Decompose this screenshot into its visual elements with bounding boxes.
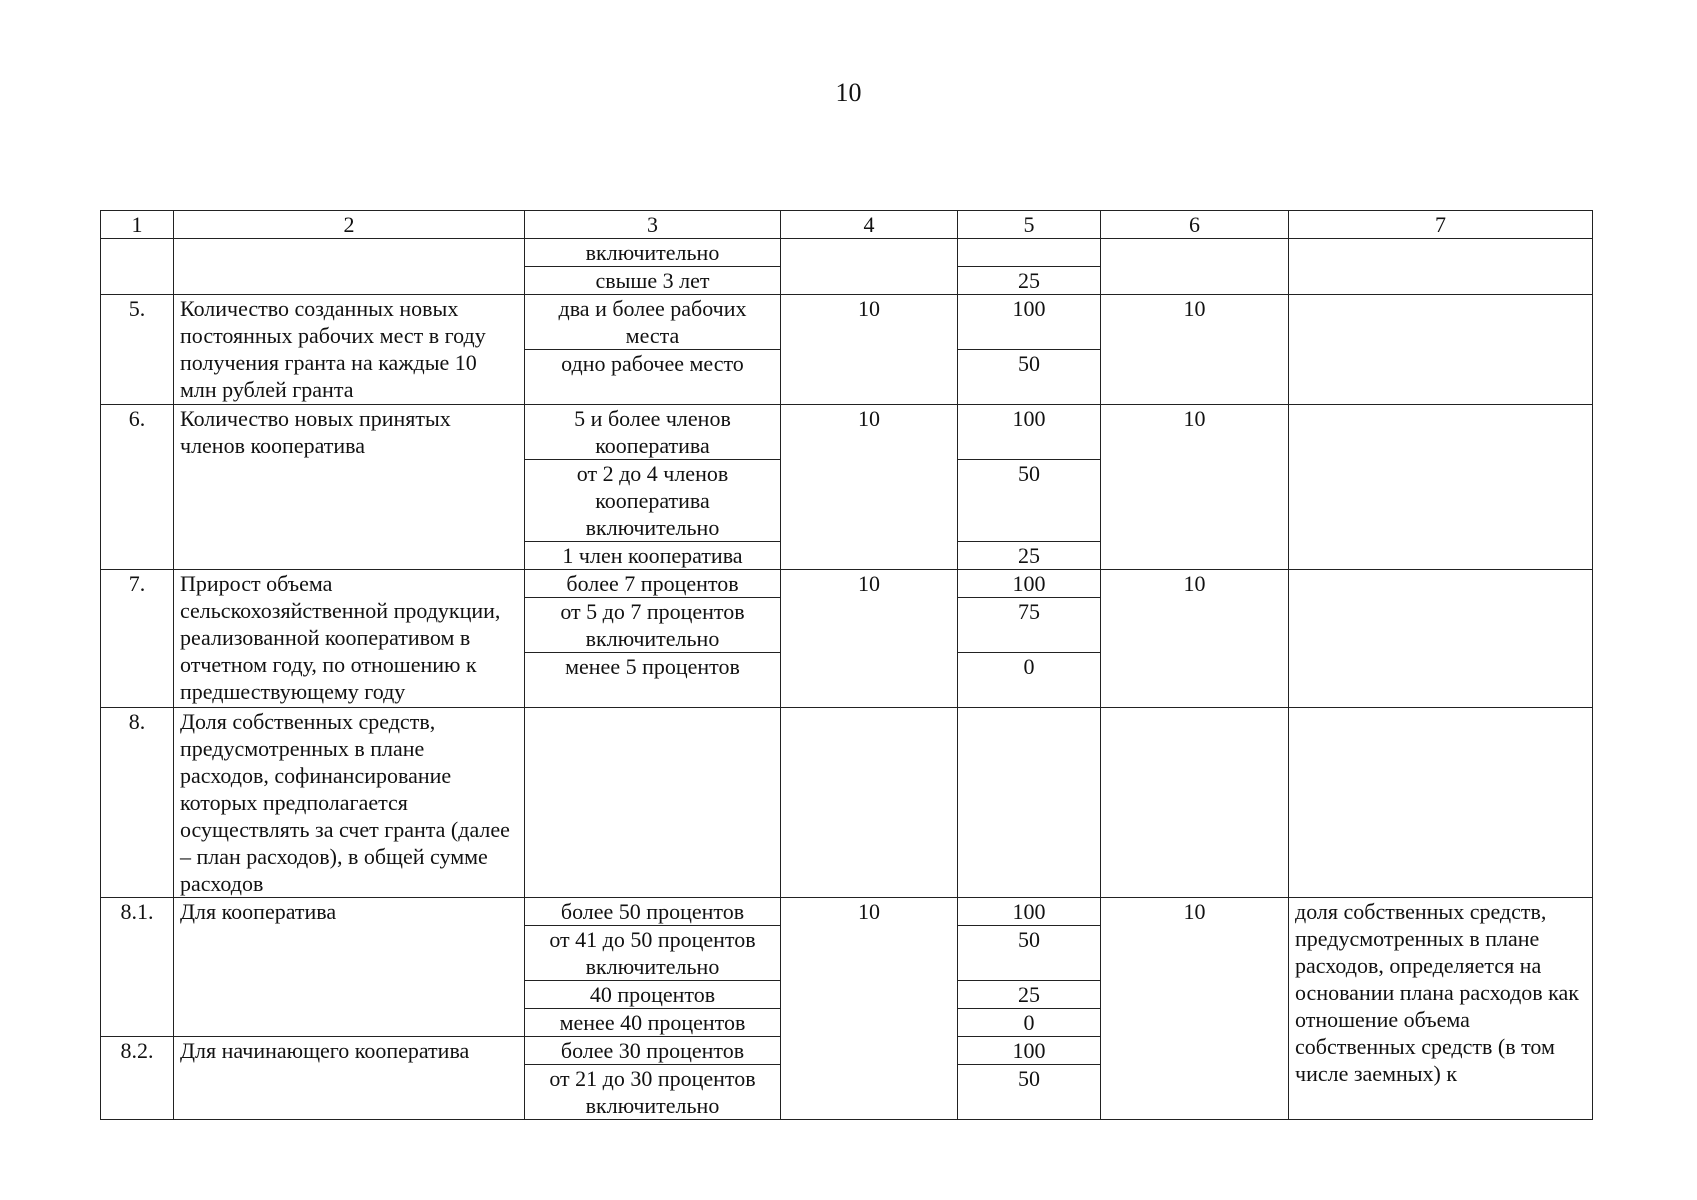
header-cell: 2 <box>174 211 525 239</box>
criterion-name: Прирост объема сельскохозяйственной продукции, реализованной кооперативом в отчетном году, по отношению к предшествующему году <box>174 570 525 708</box>
score-cell: 25 <box>958 542 1101 570</box>
option-cell: более 50 процентов <box>525 898 781 926</box>
score-cell: 0 <box>958 1009 1101 1037</box>
criterion-name: Для кооператива <box>174 898 525 1037</box>
option-cell: от 2 до 4 членов кооператива включительно <box>525 460 781 542</box>
header-cell: 1 <box>101 211 174 239</box>
option-cell: включительно <box>525 239 781 267</box>
option-cell: одно рабочее место <box>525 350 781 405</box>
header-cell: 7 <box>1289 211 1593 239</box>
option-cell: менее 5 процентов <box>525 653 781 708</box>
max-cell: 10 <box>1101 295 1289 405</box>
option-cell: два и более рабочих места <box>525 295 781 350</box>
score-cell: 100 <box>958 570 1101 598</box>
header-cell: 5 <box>958 211 1101 239</box>
criteria-table <box>100 210 1593 1120</box>
score-cell: 25 <box>958 267 1101 295</box>
header-cell: 6 <box>1101 211 1289 239</box>
option-cell: от 5 до 7 процентов включительно <box>525 598 781 653</box>
weight-cell: 10 <box>781 405 958 570</box>
note-cell: доля собственных средств, предусмотренных в плане расходов, определяется на основании плана расходов как отношение объема собственных средств (в том числе заемных) к <box>1289 898 1593 1120</box>
score-cell: 0 <box>958 653 1101 708</box>
page-number: 10 <box>835 78 862 107</box>
option-cell: 40 процентов <box>525 981 781 1009</box>
max-cell: 10 <box>1101 405 1289 570</box>
header-cell: 4 <box>781 211 958 239</box>
score-cell: 25 <box>958 981 1101 1009</box>
option-cell: более 30 процентов <box>525 1037 781 1065</box>
option-cell: свыше 3 лет <box>525 267 781 295</box>
score-cell: 100 <box>958 405 1101 460</box>
score-cell: 100 <box>958 295 1101 350</box>
option-cell: 1 член кооператива <box>525 542 781 570</box>
table-row <box>101 295 1593 350</box>
weight-cell: 10 <box>781 295 958 405</box>
weight-cell: 10 <box>781 898 958 1120</box>
option-cell: менее 40 процентов <box>525 1009 781 1037</box>
score-cell: 100 <box>958 1037 1101 1065</box>
row-number: 5. <box>101 295 174 405</box>
header-cell: 3 <box>525 211 781 239</box>
row-number: 8. <box>101 708 174 898</box>
score-cell: 50 <box>958 926 1101 981</box>
criterion-name: Доля собственных средств, предусмотренных в плане расходов, софинансирование которых предполагается осуществлять за счет гранта (далее – план расходов), в общей сумме расходов <box>174 708 525 898</box>
weight-cell: 10 <box>781 570 958 708</box>
table-header-row <box>101 211 1593 239</box>
criterion-name: Для начинающего кооператива <box>174 1037 525 1120</box>
max-cell: 10 <box>1101 898 1289 1120</box>
table-row <box>101 898 1593 926</box>
max-cell: 10 <box>1101 570 1289 708</box>
score-cell: 50 <box>958 350 1101 405</box>
table-row <box>101 239 1593 267</box>
row-number: 7. <box>101 570 174 708</box>
option-cell: более 7 процентов <box>525 570 781 598</box>
row-number: 8.2. <box>101 1037 174 1120</box>
score-cell: 50 <box>958 460 1101 542</box>
table-row <box>101 708 1593 898</box>
row-number: 8.1. <box>101 898 174 1037</box>
criterion-name: Количество новых принятых членов кооператива <box>174 405 525 570</box>
option-cell: 5 и более членов кооператива <box>525 405 781 460</box>
criterion-name: Количество созданных новых постоянных рабочих мест в году получения гранта на каждые 10 млн рублей гранта <box>174 295 525 405</box>
option-cell: от 41 до 50 процентов включительно <box>525 926 781 981</box>
score-cell: 50 <box>958 1065 1101 1120</box>
score-cell: 100 <box>958 898 1101 926</box>
option-cell: от 21 до 30 процентов включительно <box>525 1065 781 1120</box>
table-row <box>101 405 1593 460</box>
score-cell: 75 <box>958 598 1101 653</box>
row-number: 6. <box>101 405 174 570</box>
table-row <box>101 570 1593 598</box>
